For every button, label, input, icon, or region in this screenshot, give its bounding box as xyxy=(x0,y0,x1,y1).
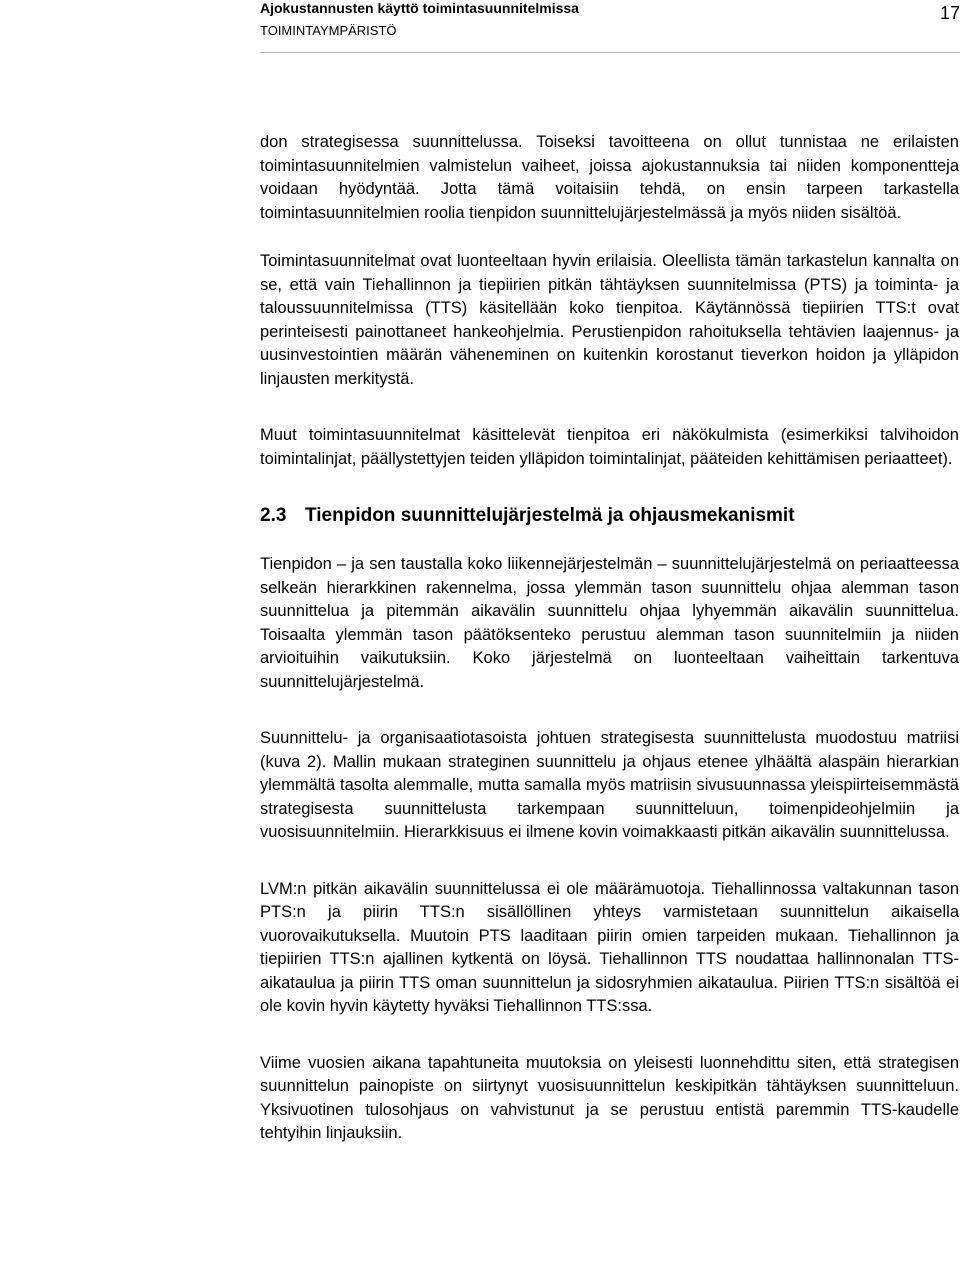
document-title: Ajokustannusten käyttö toimintasuunnitelmissa xyxy=(260,0,579,16)
section-paragraph-2: Suunnittelu- ja organisaatiotasoista johtuen strategisesta suunnittelusta muodostuu matriisi (kuva 2). Mallin mukaan strateginen suunnittelu ja ohjaus etenee ylhäältä alaspäin hierarkian ylemmältä tasolta alemmalle, mutta samalla myös matriisin sivusuunnassa yleispiirteisemmästä strategisesta suunnittelusta tarkempaan suunnitteluun, toimenpideohjelmiin ja vuosisuunnitelmiin. Hierarkkisuus ei ilmene kovin voimakkaasti pitkän aikavälin suunnittelussa. xyxy=(260,729,959,841)
section-paragraph-1: Tienpidon – ja sen taustalla koko liikennejärjestelmän – suunnittelujärjestelmä on periaatteessa selkeän hierarkkinen rakennelma, jossa ylemmän tason suunnittelu ohjaa alemman tason suunnittelua ja pitemmän aikavälin suunnittelu ohjaa lyhyemmän aikavälin suunnittelua. Toisaalta ylemmän tason päätöksenteko perustuu alemman tason suunnitelmiin ja niiden arvioituihin vaikutuksiin. Koko järjestelmä on luonteeltaan vaiheittain tarkentuva suunnittelujärjestelmä. xyxy=(260,555,959,691)
body-paragraph-1: don strategisessa suunnittelussa. Toiseksi tavoitteena on ollut tunnistaa ne erilaisten toimintasuunnitelmien valmistelun vaiheet, joissa ajokustannuksia tai niiden komponentteja voidaan hyödyntää. Jotta tämä voitaisiin tehdä, on ensin tarpeen tarkastella toimintasuunnitelmien roolia tienpidon suunnittelujärjestelmässä ja myös niiden sisältöä. xyxy=(260,133,959,222)
section-number: 2.3 xyxy=(260,505,287,526)
section-paragraph-4: Viime vuosien aikana tapahtuneita muutoksia on yleisesti luonnehdittu siten, että strategisen suunnittelun painopiste on siirtynyt vuosisuunnittelun keskipitkän tähtäyksen suunnitteluun. Yksivuotinen tulosohjaus on vahvistunut ja se perustuu entistä paremmin TTS-kaudelle tehtyihin linjauksiin. xyxy=(260,1053,959,1142)
page-number: 17 xyxy=(939,3,960,23)
page-body xyxy=(260,131,959,1146)
body-paragraph-2: Toimintasuunnitelmat ovat luonteeltaan hyvin erilaisia. Oleellista tämän tarkastelun kannalta on se, että vain Tiehallinnon ja tiepiirien pitkän tähtäyksen suunnitelmissa (PTS) ja toiminta- ja taloussuunnitelmissa (TTS) käsitellään koko tienpitoa. Käytännössä tiepiirien TTS:t ovat perinteisesti painottaneet hankeohjelmia. Perustienpidon rahoituksella tehtävien laajennus- ja uusinvestointien määrän väheneminen on kuitenkin korostanut tieverkon hoidon ja ylläpidon linjausten merkitystä. xyxy=(260,252,959,388)
section-paragraph-3: LVM:n pitkän aikavälin suunnittelussa ei ole määrämuotoja. Tiehallinnossa valtakunnan tason PTS:n ja piirin TTS:n sisällöllinen yhteys varmistetaan suunnittelun aikaisella vuorovaikutuksella. Muutoin PTS laaditaan piirin omien tarpeiden mukaan. Tiehallinnon ja tiepiirien TTS:n ajallinen kytkentä on löysä. Tiehallinnon TTS noudattaa hallinnonalan TTS-aikataulua ja piirin TTS oman suunnittelun ja sidosryhmien aikataulua. Piirien TTS:n sisältöä ei ole kovin hyvin käytetty hyväksi Tiehallinnon TTS:ssa. xyxy=(260,879,959,1015)
page-header xyxy=(260,0,960,53)
section-title: Tienpidon suunnittelujärjestelmä ja ohjausmekanismit xyxy=(305,505,795,526)
chapter-title: TOIMINTAYMPÄRISTÖ xyxy=(260,23,397,38)
body-paragraph-3: Muut toimintasuunnitelmat käsittelevät tienpitoa eri näkökulmista (esimerkiksi talvihoidon toimintalinjat, päällystettyjen teiden ylläpidon toimintalinjat, pääteiden kehittämisen periaatteet). xyxy=(260,426,959,468)
section-heading xyxy=(260,504,959,528)
